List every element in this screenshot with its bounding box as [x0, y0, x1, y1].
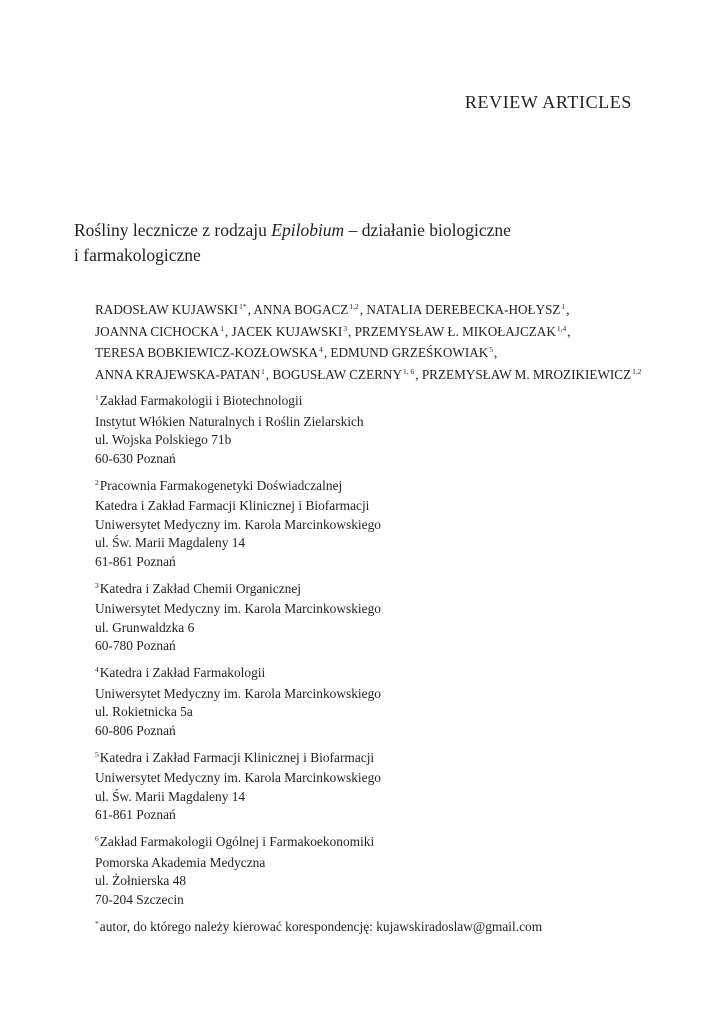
affiliation-line: ul. Rokietnicka 5a: [95, 704, 193, 719]
author-affiliation-mark: 1: [220, 323, 224, 333]
affiliation-line: 60-630 Poznań: [95, 450, 176, 466]
author-separator: ,: [359, 302, 367, 317]
author-separator: ,: [494, 345, 498, 361]
author-name: JOANNA CICHOCKA: [95, 323, 220, 339]
affiliation-number: 6: [95, 834, 99, 843]
affiliation-line: ul. Św. Marii Magdaleny 14: [95, 535, 246, 550]
correspondence-text: autor, do którego należy kierować korespondencję: kujawskiradoslaw@gmail.com: [99, 919, 543, 934]
affiliation-number: 2: [95, 477, 99, 487]
article-title: [74, 218, 634, 268]
affiliation-number: 1: [95, 393, 99, 402]
author-separator: ,: [265, 366, 273, 382]
affiliation-line: [95, 749, 695, 770]
author-name: ANNA BOGACZ: [253, 302, 349, 317]
correspondence-mark: *: [95, 919, 99, 928]
affiliation-line: 60-806 Poznań: [95, 722, 176, 738]
author-name: EDMUND GRZEŚKOWIAK: [330, 345, 489, 361]
affiliation-2: [95, 477, 695, 572]
author-separator: ,: [247, 302, 254, 317]
affiliation-6: [95, 833, 695, 909]
affiliation-line: ul. Żołnierska 48: [95, 873, 187, 888]
author-affiliation-mark: 1,2: [349, 302, 359, 311]
affiliation-line: Uniwersytet Medyczny im. Karola Marcinkowskiego: [95, 770, 381, 785]
author-affiliation-mark: 1: [561, 302, 566, 311]
author-name: RADOSŁAW KUJAWSKI: [95, 302, 239, 317]
author-separator: ,: [415, 366, 422, 382]
affiliation-line: ul. Wojska Polskiego 71b: [95, 432, 232, 447]
affiliation-line: 60-780 Poznań: [95, 638, 176, 653]
affiliation-line: Pomorska Akademia Medyczna: [95, 854, 266, 870]
title-text-3: i farmakologiczne: [74, 245, 201, 265]
author-affiliation-mark: 1, 6: [402, 366, 415, 376]
affiliation-line: [95, 392, 695, 413]
author-separator: ,: [566, 302, 570, 317]
title-genus: Epilobium: [271, 220, 345, 240]
author-name: TERESA BOBKIEWICZ-KOZŁOWSKA: [95, 345, 319, 361]
author-affiliation-mark: 1*: [239, 302, 247, 311]
author-list: [95, 300, 695, 386]
affiliation-line: Uniwersytet Medyczny im. Karola Marcinkowskiego: [95, 601, 381, 616]
author-line-2: [95, 322, 695, 344]
author-affiliation-mark: 1,2: [632, 366, 642, 376]
affiliation-line: [95, 833, 695, 854]
affiliation-unit: Katedra i Zakład Chemii Organicznej: [99, 580, 302, 596]
affiliation-unit: Katedra i Zakład Farmacji Klinicznej i Biofarmacji: [99, 749, 375, 765]
affiliation-line: Uniwersytet Medyczny im. Karola Marcinkowskiego: [95, 516, 381, 532]
affiliation-number: 4: [95, 665, 99, 674]
author-name: NATALIA DEREBECKA-HOŁYSZ: [366, 302, 561, 317]
affiliation-unit: Pracownia Farmakogenetyki Doświadczalnej: [99, 477, 343, 493]
affiliation-unit: Zakład Farmakologii Ogólnej i Farmakoekonomiki: [99, 834, 375, 849]
author-name: BOGUSŁAW CZERNY: [272, 366, 402, 382]
affiliation-unit: Katedra i Zakład Farmakologii: [99, 665, 266, 680]
affiliation-number: 5: [95, 749, 99, 759]
author-affiliation-mark: 3: [343, 323, 347, 333]
affiliation-line: ul. Św. Marii Magdaleny 14: [95, 788, 246, 804]
affiliation-unit: Zakład Farmakologii i Biotechnologii: [99, 393, 303, 408]
affiliation-list: [95, 392, 695, 918]
affiliation-1: [95, 392, 695, 468]
affiliation-line: 61-861 Poznań: [95, 553, 176, 569]
section-label: REVIEW ARTICLES: [464, 92, 632, 112]
affiliation-line: 70-204 Szczecin: [95, 891, 184, 907]
affiliation-number: 3: [95, 580, 99, 590]
title-text-1: Rośliny lecznicze z rodzaju: [74, 220, 272, 240]
affiliation-line: ul. Grunwaldzka 6: [95, 619, 195, 635]
author-separator: ,: [347, 323, 355, 339]
author-name: JACEK KUJAWSKI: [231, 323, 343, 339]
title-text-2: – działanie biologiczne: [344, 220, 511, 240]
author-line-1: [95, 300, 695, 322]
author-affiliation-mark: 1,4: [556, 323, 567, 333]
author-name: PRZEMYSŁAW Ł. MIKOŁAJCZAK: [354, 323, 556, 339]
author-affiliation-mark: 4: [319, 345, 323, 355]
author-line-4: [95, 365, 695, 387]
affiliation-line: [95, 664, 695, 685]
affiliation-line: Uniwersytet Medyczny im. Karola Marcinkowskiego: [95, 685, 381, 701]
affiliation-line: [95, 477, 695, 498]
affiliation-line: [95, 580, 695, 601]
author-separator: ,: [323, 345, 331, 361]
author-line-3: [95, 343, 695, 365]
correspondence-note: [95, 918, 542, 938]
author-affiliation-mark: 1: [261, 366, 265, 376]
affiliation-5: [95, 749, 695, 825]
author-separator: ,: [224, 323, 232, 339]
author-affiliation-mark: 5: [489, 345, 494, 355]
author-name: PRZEMYSŁAW M. MROZIKIEWICZ: [421, 366, 632, 382]
affiliation-line: Katedra i Zakład Farmacji Klinicznej i Biofarmacji: [95, 498, 370, 513]
author-separator: ,: [567, 323, 571, 339]
affiliation-4: [95, 664, 695, 740]
author-name: ANNA KRAJEWSKA-PATAN: [95, 366, 261, 382]
affiliation-line: Instytut Włókien Naturalnych i Roślin Zielarskich: [95, 413, 364, 429]
affiliation-3: [95, 580, 695, 656]
affiliation-line: 61-861 Poznań: [95, 807, 176, 822]
